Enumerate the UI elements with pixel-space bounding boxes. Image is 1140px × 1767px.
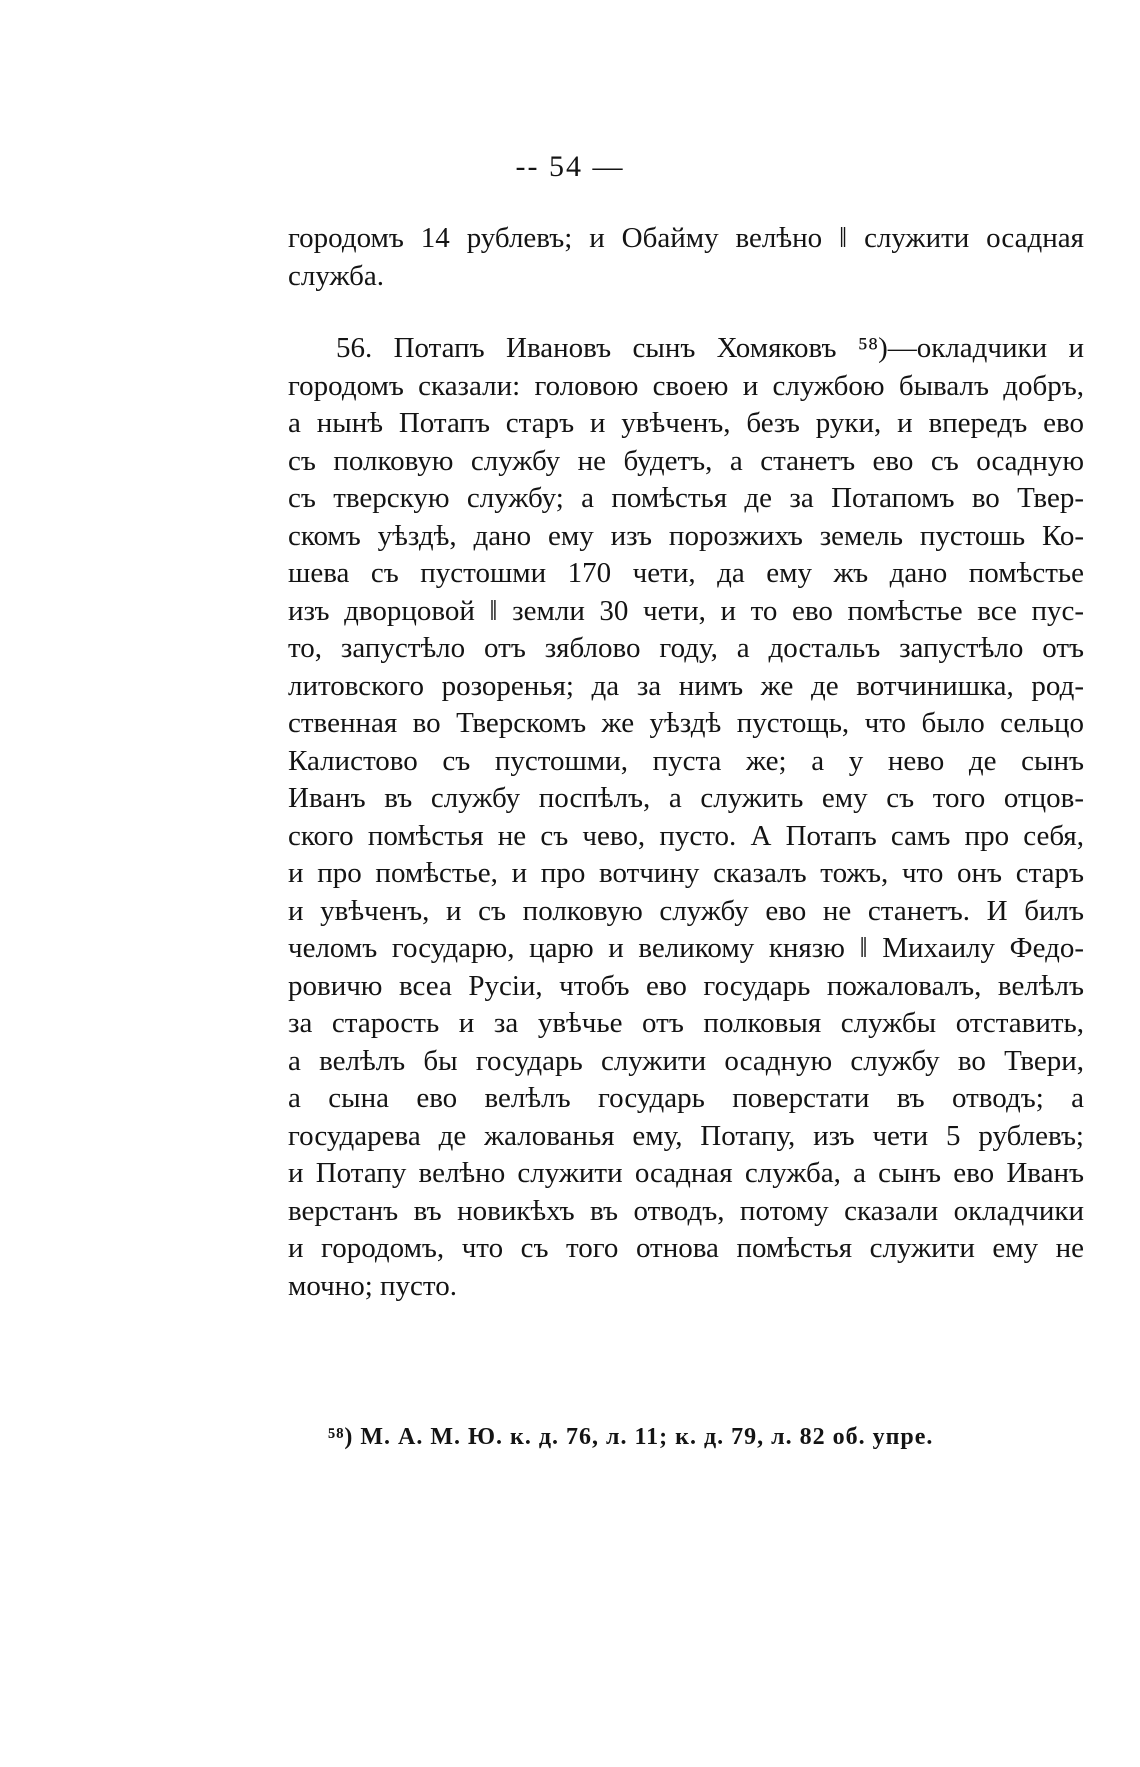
continuation-text bbox=[288, 220, 1084, 295]
text-line: городомъ сказали: головою своею и службою бывалъ добръ, bbox=[288, 369, 1084, 402]
text-line: а нынѣ Потапъ старъ и увѣченъ, безъ руки, и впередъ ево bbox=[288, 407, 1084, 439]
text-line: изъ дворцовой ‖ земли 30 чети, и то ево помѣстье все пус- bbox=[288, 594, 1084, 627]
text-line: Иванъ въ службу поспѣлъ, а служить ему съ того отцов- bbox=[288, 782, 1084, 814]
text-line: Калистово съ пустошми, пуста же; а у нево де сынъ bbox=[288, 744, 1084, 777]
text-line: городомъ 14 рублевъ; и Обайму велѣно ‖ служити осадная bbox=[288, 222, 1084, 254]
text-line: за старость и за увѣчье отъ полковыя службы отставить, bbox=[288, 1007, 1084, 1039]
footnote-58: ⁵⁸) М. А. М. Ю. к. д. 76, л. 11; к. д. 79, л. 82 об. упре. bbox=[328, 1424, 934, 1450]
text-line: служба. bbox=[288, 259, 384, 292]
text-line: скомъ уѣздѣ, дано ему изъ порозжихъ земель пустошь Ко- bbox=[288, 519, 1084, 552]
text-line: съ полковую службу не будетъ, а станетъ ево съ осадную bbox=[288, 444, 1084, 477]
text-line: 56. Потапъ Ивановъ сынъ Хомяковъ ⁵⁸)—окладчики и bbox=[336, 332, 1084, 364]
entry-56-paragraph bbox=[288, 330, 1084, 1305]
text-line: а велѣлъ бы государь служити осадную службу во Твери, bbox=[288, 1044, 1084, 1077]
text-line: шева съ пустошми 170 чети, да ему жъ дано помѣстье bbox=[288, 557, 1084, 589]
text-line: ственная во Тверскомъ же уѣздѣ пустощь, что было сельцо bbox=[288, 707, 1084, 739]
text-line: то, запустѣло отъ зяблово году, а достальъ запустѣло отъ bbox=[288, 632, 1084, 664]
text-line: ского помѣстья не съ чево, пусто. А Потапъ самъ про себя, bbox=[288, 819, 1084, 852]
text-line: и про помѣстье, и про вотчину сказалъ тожъ, что онъ старъ bbox=[288, 857, 1084, 889]
text-line: ровичю всеа Русіи, чтобъ ево государь пожаловалъ, велѣлъ bbox=[288, 969, 1084, 1002]
text-line: литовского розоренья; да за нимъ же де вотчинишка, род- bbox=[288, 669, 1084, 702]
text-line: и городомъ, что съ того отнова помѣстья служити ему не bbox=[288, 1232, 1084, 1264]
text-line: мочно; пусто. bbox=[288, 1269, 457, 1302]
text-line: а сына ево велѣлъ государь поверстати въ отводъ; а bbox=[288, 1082, 1084, 1114]
text-line: государева де жалованья ему, Потапу, изъ чети 5 рублевъ; bbox=[288, 1119, 1084, 1152]
page-number: -- 54 — bbox=[515, 150, 625, 183]
text-line: съ тверскую службу; а помѣстья де за Потапомъ во Твер- bbox=[288, 482, 1084, 514]
text-line: и увѣченъ, и съ полковую службу ево не станетъ. И билъ bbox=[288, 894, 1084, 927]
text-line: и Потапу велѣно служити осадная служба, а сынъ ево Иванъ bbox=[288, 1157, 1084, 1189]
text-line: челомъ государю, царю и великому князю ‖ Михаилу Федо- bbox=[288, 932, 1084, 964]
text-line: верстанъ въ новикѣхъ въ отводъ, потому сказали окладчики bbox=[288, 1194, 1084, 1227]
